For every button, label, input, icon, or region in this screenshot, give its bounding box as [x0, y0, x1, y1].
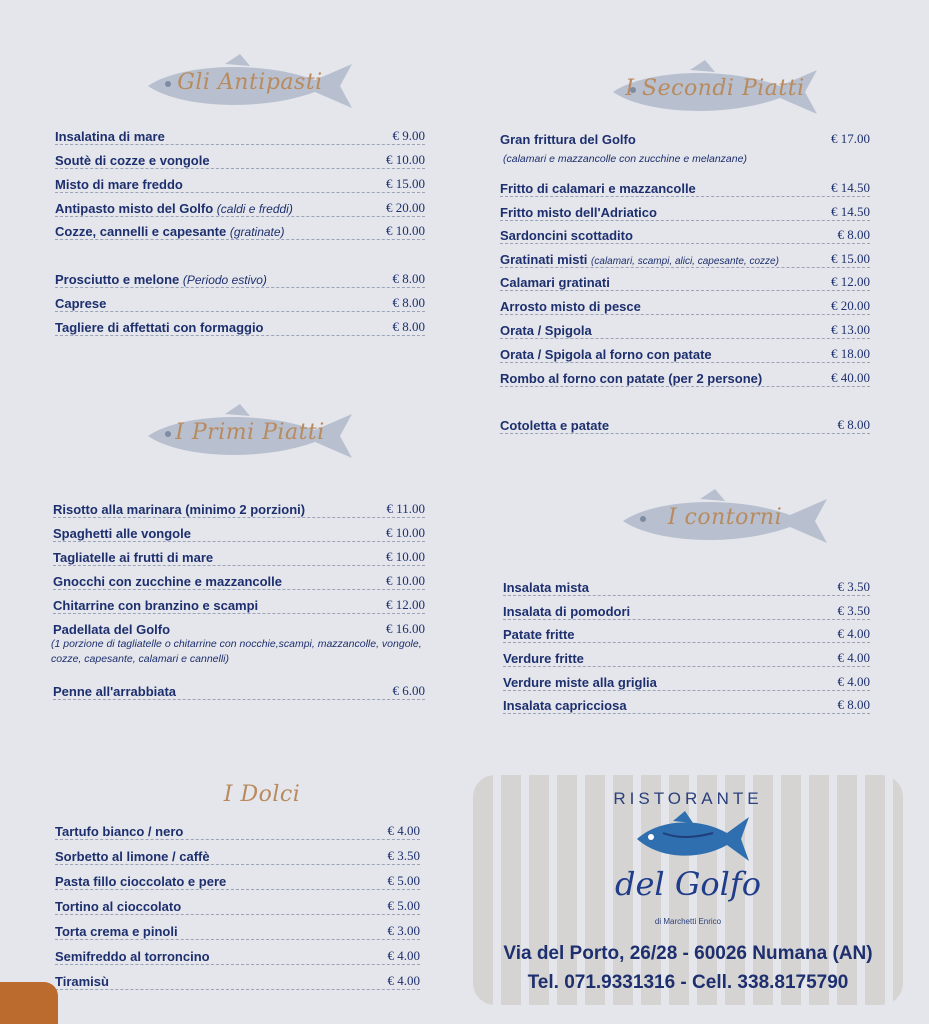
primi-title: I Primi Piatti [175, 420, 325, 445]
menu-item: Cozze, cannelli e capesante (gratinate) € 10.00 [55, 217, 425, 240]
menu-item: Sardoncini scottadito € 8.00 [500, 221, 870, 244]
menu-item: Padellata del Golfo € 16.00 [53, 621, 425, 637]
secondi-section [605, 58, 825, 128]
menu-item: Rombo al forno con patate (per 2 persone) € 40.00 [500, 364, 870, 387]
primi-section [140, 402, 360, 472]
menu-item: Fritto di calamari e mazzancolle € 14.50 [500, 174, 870, 197]
menu-item: Patate fritte € 4.00 [503, 620, 870, 643]
menu-item: Penne all'arrabbiata € 6.00 [53, 677, 425, 700]
menu-item: Pasta fillo cioccolato e pere € 5.00 [55, 867, 420, 890]
menu-item: Insalata di pomodori € 3.50 [503, 597, 870, 620]
menu-item: Cotoletta e patate € 8.00 [500, 411, 870, 434]
contorni-header [615, 487, 835, 557]
menu-item: Gnocchi con zucchine e mazzancolle € 10.00 [53, 567, 425, 590]
dolci-title: I Dolci [223, 782, 301, 807]
menu-item: Sorbetto al limone / caffè € 3.50 [55, 842, 420, 865]
menu-item: Verdure fritte € 4.00 [503, 644, 870, 667]
menu-item: Orata / Spigola € 13.00 [500, 316, 870, 339]
restaurant-address: Via del Porto, 26/28 - 60026 Numana (AN) [503, 943, 873, 964]
menu-item: Calamari gratinati € 12.00 [500, 268, 870, 291]
menu-item: Tagliatelle ai frutti di mare € 10.00 [53, 543, 425, 566]
menu-item: Insalata mista € 3.50 [503, 573, 870, 596]
restaurant-owner: di Marchetti Enrico [654, 917, 722, 926]
menu-item: Insalatina di mare € 9.00 [55, 122, 425, 145]
secondi-header [605, 58, 825, 128]
menu-item: Tartufo bianco / nero € 4.00 [55, 817, 420, 840]
menu-item: Gratinati misti (calamari, scampi, alici, capesante, cozze) € 15.00 [500, 245, 870, 268]
contorni-title: I contorni [667, 505, 783, 530]
padellata-note: (1 porzione di tagliatelle o chitarrine con nocchie,scampi, mazzancolle, vongole, cozze, capesante, calamari e cannelli) [51, 638, 422, 665]
menu-item: Misto di mare freddo € 15.00 [55, 170, 425, 193]
menu-item: Caprese € 8.00 [55, 289, 425, 312]
menu-item: Insalata capricciosa € 8.00 [503, 691, 870, 714]
menu-item: Soutè di cozze e vongole € 10.00 [55, 146, 425, 169]
restaurant-label: RISTORANTE [613, 789, 763, 808]
menu-item: Gran frittura del Golfo € 17.00 [500, 131, 870, 147]
antipasti-title: Gli Antipasti [177, 70, 323, 95]
restaurant-phone: Tel. 071.9331316 - Cell. 338.8175790 [527, 972, 849, 993]
menu-item: Risotto alla marinara (minimo 2 porzioni) € 11.00 [53, 495, 425, 518]
secondi-title: I Secondi Piatti [625, 76, 805, 101]
menu-item: Orata / Spigola al forno con patate € 18.00 [500, 340, 870, 363]
menu-item: Tortino al cioccolato € 5.00 [55, 892, 420, 915]
fish-logo-icon [633, 811, 753, 867]
contorni-section [615, 487, 835, 557]
antipasti-section [140, 52, 360, 122]
menu-item: Verdure miste alla griglia € 4.00 [503, 668, 870, 691]
menu-item: Tagliere di affettati con formaggio € 8.00 [55, 313, 425, 336]
menu-item: Torta crema e pinoli € 3.00 [55, 917, 420, 940]
menu-item: Chitarrine con branzino e scampi € 12.00 [53, 591, 425, 614]
menu-item: Arrosto misto di pesce € 20.00 [500, 292, 870, 315]
menu-item: Semifreddo al torroncino € 4.00 [55, 942, 420, 965]
frittura-note: (calamari e mazzancolle con zucchine e melanzane) [503, 153, 747, 165]
menu-item: Spaghetti alle vongole € 10.00 [53, 519, 425, 542]
antipasti-header [140, 52, 360, 122]
menu-item: Prosciutto e melone (Periodo estivo) € 8.00 [55, 265, 425, 288]
menu-item: Tiramisù € 4.00 [55, 967, 420, 990]
restaurant-name: del Golfo [615, 865, 761, 903]
corner-decoration [0, 982, 58, 1024]
restaurant-logo-panel [473, 775, 903, 1005]
primi-header [140, 402, 360, 472]
menu-item: Fritto misto dell'Adriatico € 14.50 [500, 198, 870, 221]
menu-item: Antipasto misto del Golfo (caldi e freddi) € 20.00 [55, 194, 425, 217]
